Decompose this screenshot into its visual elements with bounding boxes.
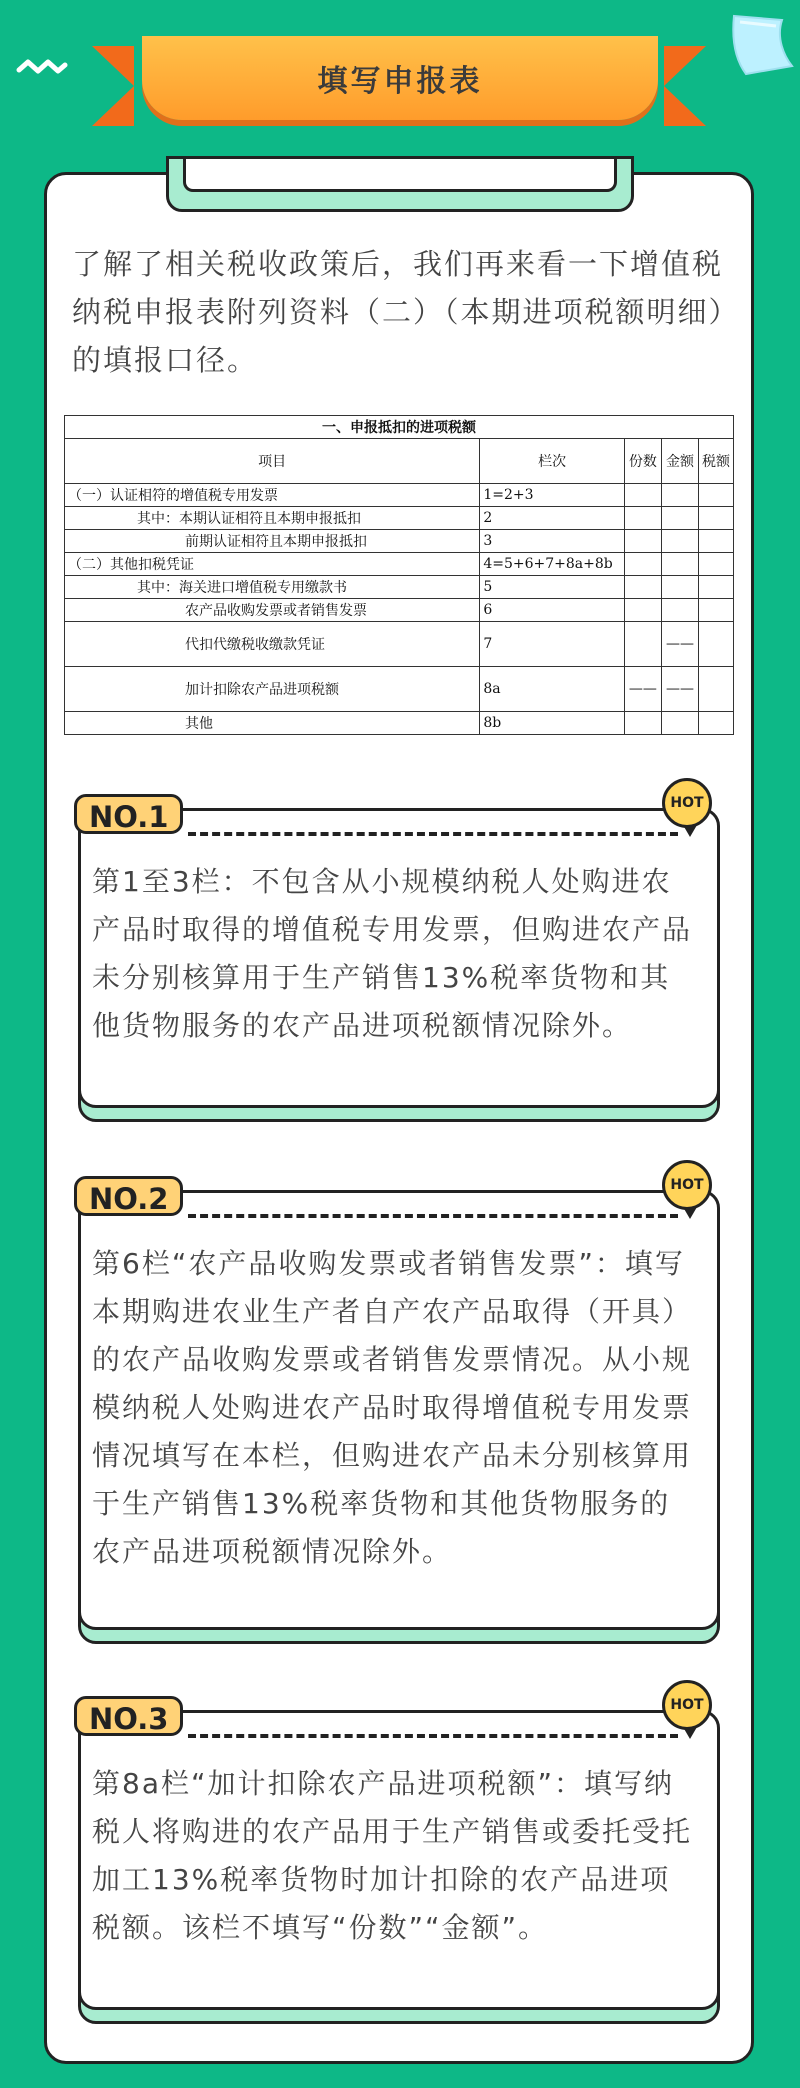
divider bbox=[188, 832, 678, 836]
ribbon-tail-left bbox=[92, 46, 134, 126]
note-1 bbox=[78, 795, 720, 1108]
note-2 bbox=[78, 1177, 720, 1630]
card-tab bbox=[166, 156, 634, 212]
note-badge: NO.2 bbox=[74, 1176, 183, 1216]
note-text: 第8a栏“加计扣除农产品进项税额”：填写纳税人将购进的农产品用于生产销售或委托受托加工13%税率货物时加计扣除的农产品进项税额。该栏不填写“份数”“金额”。 bbox=[92, 1767, 693, 1944]
table-row: 其中：本期认证相符且本期申报抵扣 2 bbox=[65, 507, 734, 530]
note-badge: NO.1 bbox=[74, 794, 183, 834]
table-row: 其他 8b bbox=[65, 712, 734, 735]
divider bbox=[188, 1214, 678, 1218]
header-amount: 金额 bbox=[661, 439, 698, 484]
note-text: 第1至3栏：不包含从小规模纳税人处购进农产品时取得的增值税专用发票，但购进农产品未分别核算用于生产销售13%税率货物和其他货物服务的农产品进项税额情况除外。 bbox=[92, 865, 693, 1042]
note-text: 第6栏“农产品收购发票或者销售发票”：填写本期购进农业生产者自产农产品取得（开具）的农产品收购发票或者销售发票情况。从小规模纳税人处购进农产品时取得增值税专用发票情况填写在本栏，但购进农产品未分别核算用于生产销售13%税率货物和其他货物服务的农产品进项税额情况除外。 bbox=[92, 1247, 693, 1568]
table-row: 农产品收购发票或者销售发票 6 bbox=[65, 599, 734, 622]
paper-icon bbox=[726, 10, 796, 80]
note-badge: NO.3 bbox=[74, 1696, 183, 1736]
ribbon-tail-right bbox=[664, 46, 706, 126]
declaration-table bbox=[64, 415, 734, 735]
page-title: 填写申报表 bbox=[317, 64, 483, 99]
table-row: 前期认证相符且本期申报抵扣 3 bbox=[65, 530, 734, 553]
hot-badge-icon: HOT bbox=[662, 1680, 712, 1730]
header-count: 份数 bbox=[624, 439, 661, 484]
header-tax: 税额 bbox=[699, 439, 734, 484]
table-row: 代扣代缴税收缴款凭证 7 —— bbox=[65, 622, 734, 667]
title-ribbon bbox=[142, 36, 658, 120]
wave-icon bbox=[16, 58, 68, 78]
table-caption: 一、申报抵扣的进项税额 bbox=[65, 416, 734, 439]
note-3 bbox=[78, 1697, 720, 2010]
table-row: （一）认证相符的增值税专用发票 1=2+3 bbox=[65, 484, 734, 507]
header-item: 项目 bbox=[65, 439, 480, 484]
table-row: 加计扣除农产品进项税额 8a —— —— bbox=[65, 667, 734, 712]
hot-badge-icon: HOT bbox=[662, 1160, 712, 1210]
divider bbox=[188, 1734, 678, 1738]
table-row: （二）其他扣税凭证 4=5+6+7+8a+8b bbox=[65, 553, 734, 576]
intro-paragraph: 了解了相关税收政策后，我们再来看一下增值税纳税申报表附列资料（二）（本期进项税额明细）的填报口径。 bbox=[72, 247, 726, 377]
hot-badge-icon: HOT bbox=[662, 778, 712, 828]
header-column: 栏次 bbox=[480, 439, 625, 484]
table-row: 其中：海关进口增值税专用缴款书 5 bbox=[65, 576, 734, 599]
